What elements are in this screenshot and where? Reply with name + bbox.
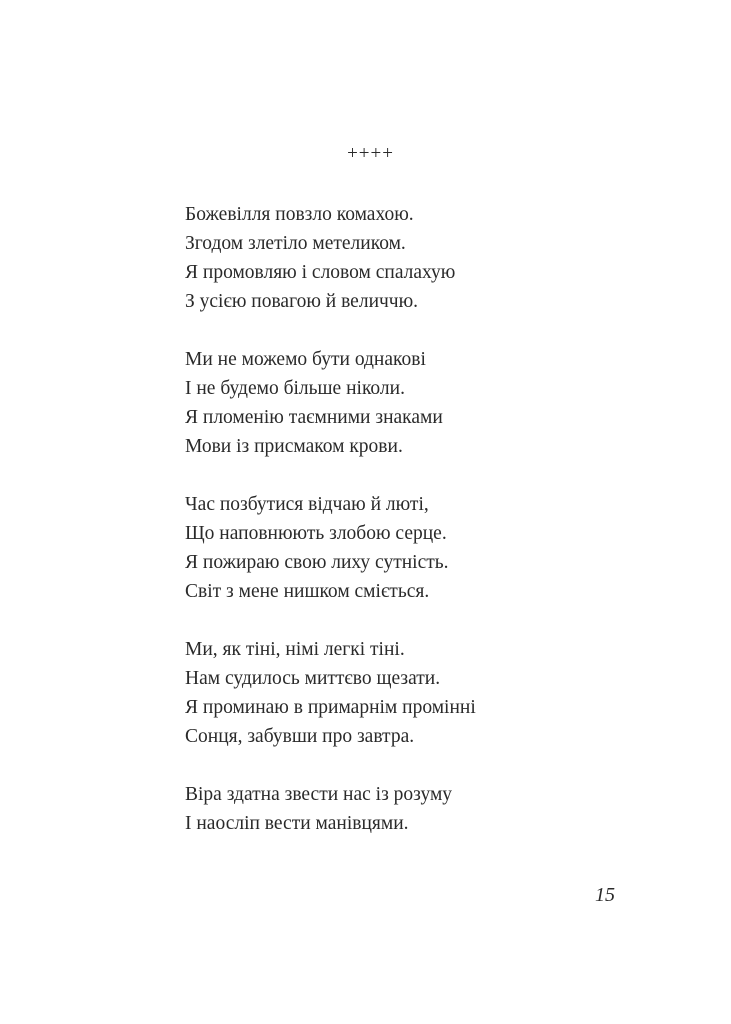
poem-line: І наосліп вести манівцями. (185, 813, 409, 834)
poem-line: Згодом злетіло метеликом. (185, 233, 406, 254)
poem-line: Ми, як тіні, німі легкі тіні. (185, 639, 405, 660)
poem-line: Сонця, забувши про завтра. (185, 726, 415, 747)
stanza-1 (185, 200, 625, 316)
poem-line: Віра здатна звести нас із розуму (185, 784, 453, 805)
poem (185, 200, 625, 867)
poem-line: І не будемо більше ніколи. (185, 378, 405, 399)
poem-line: Світ з мене нишком сміється. (185, 581, 430, 602)
stanza-3 (185, 490, 625, 606)
poem-line: Час позбутися відчаю й люті, (185, 494, 429, 515)
poem-line: Я проминаю в примарнім промінні (185, 697, 476, 718)
poem-line: Ми не можемо бути однакові (185, 349, 426, 370)
poem-line: Я пломенію таємними знаками (185, 407, 443, 428)
poem-line: Що наповнюють злобою серце. (185, 523, 447, 544)
poem-line: З усією повагою й величчю. (185, 291, 419, 312)
section-ornament: ++++ (347, 143, 394, 164)
stanza-4 (185, 635, 625, 751)
stanza-5 (185, 780, 625, 838)
poem-line: Я пожираю свою лиху сутність. (185, 552, 449, 573)
page-number: 15 (595, 884, 615, 906)
stanza-2 (185, 345, 625, 461)
poem-line: Я промовляю і словом спалахую (185, 262, 456, 283)
poem-line: Нам судилось миттєво щезати. (185, 668, 441, 689)
poem-line: Мови із присмаком крови. (185, 436, 403, 457)
poem-line: Божевілля повзло комахою. (185, 204, 414, 225)
